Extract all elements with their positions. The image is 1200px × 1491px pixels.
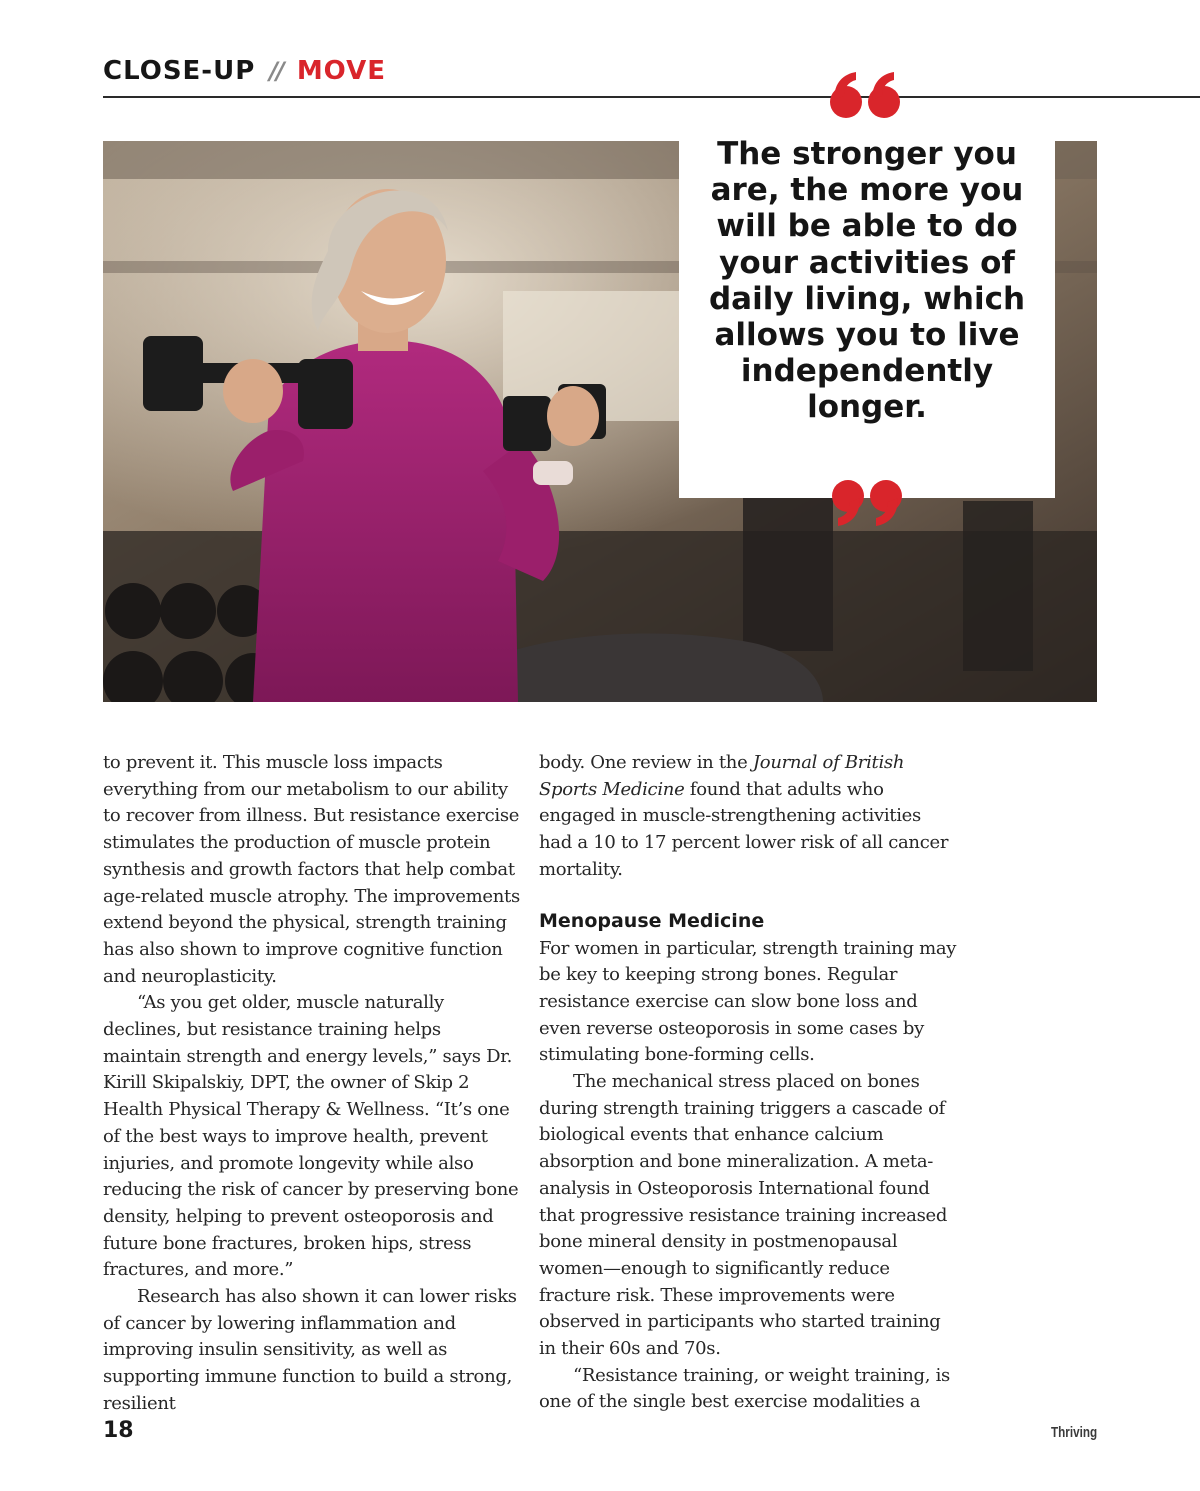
body-paragraph: The mechanical stress placed on bones during strength training triggers a cascade of biological events that enhance calcium absorption and bone mineralization. A meta-analysis in Osteoporosis International found that progressive resistance training increased bone mineral density in postmenopausal women—enough to significantly reduce fracture risk. These improvements were observed in participants who started training in their 60s and 70s. [539,1071,948,1360]
journal-title: Journal of British Sports Medicine [539,752,905,800]
body-text: found that adults who engaged in muscle-strengthening activities had a 10 to 17 percent lower risk of all cancer mortality. [539,778,949,880]
body-paragraph [539,750,959,884]
body-text: body. One review in the [539,752,753,773]
article-column-right [539,750,959,1416]
section-subheading: MOVE [296,56,386,86]
body-paragraph: For women in particular, strength training may be key to keeping strong bones. Regular resistance exercise can slow bone loss and even reverse osteoporosis in some cases by stimulating bone-forming cells. [539,937,957,1066]
article-column-left [103,750,523,1418]
subheading: Menopause Medicine [539,909,765,932]
open-quote-icon [826,70,906,125]
magazine-name: Thriving [1050,1424,1097,1441]
section-label: CLOSE-UP [103,56,256,86]
section-header [103,56,386,92]
body-paragraph: to prevent it. This muscle loss impacts everything from our metabolism to our ability to recover from illness. But resistance exercise stimulates the production of muscle protein synthesis and growth factors that help combat age-related muscle atrophy. The improvements extend beyond the physical, strength training has also shown to improve cognitive function and neuroplasticity. [103,752,520,987]
page-number: 18 [103,1418,134,1443]
section-separator: // [269,57,283,85]
pull-quote-text: The stronger you are, the more you will be able to do your activities of daily living, which allows you to live independently longer. [708,136,1026,426]
body-paragraph: “As you get older, muscle naturally declines, but resistance training helps maintain strength and energy levels,” says Dr. Kirill Skipalskiy, DPT, the owner of Skip 2 Health Physical Therapy & Wellness. “It’s one of the best ways to improve health, prevent injuries, and promote longevity while also reducing the risk of cancer by preserving bone density, helping to prevent osteoporosis and future bone fractures, broken hips, stress fractures, and more.” [103,992,519,1281]
body-paragraph: Research has also shown it can lower risks of cancer by lowering inflammation and improving insulin sensitivity, as well as supporting immune function to build a strong, resilient [103,1286,517,1414]
close-quote-icon [826,478,906,533]
header-rule [103,96,1200,98]
body-paragraph: “Resistance training, or weight training, is one of the single best exercise modalities a [539,1364,950,1413]
